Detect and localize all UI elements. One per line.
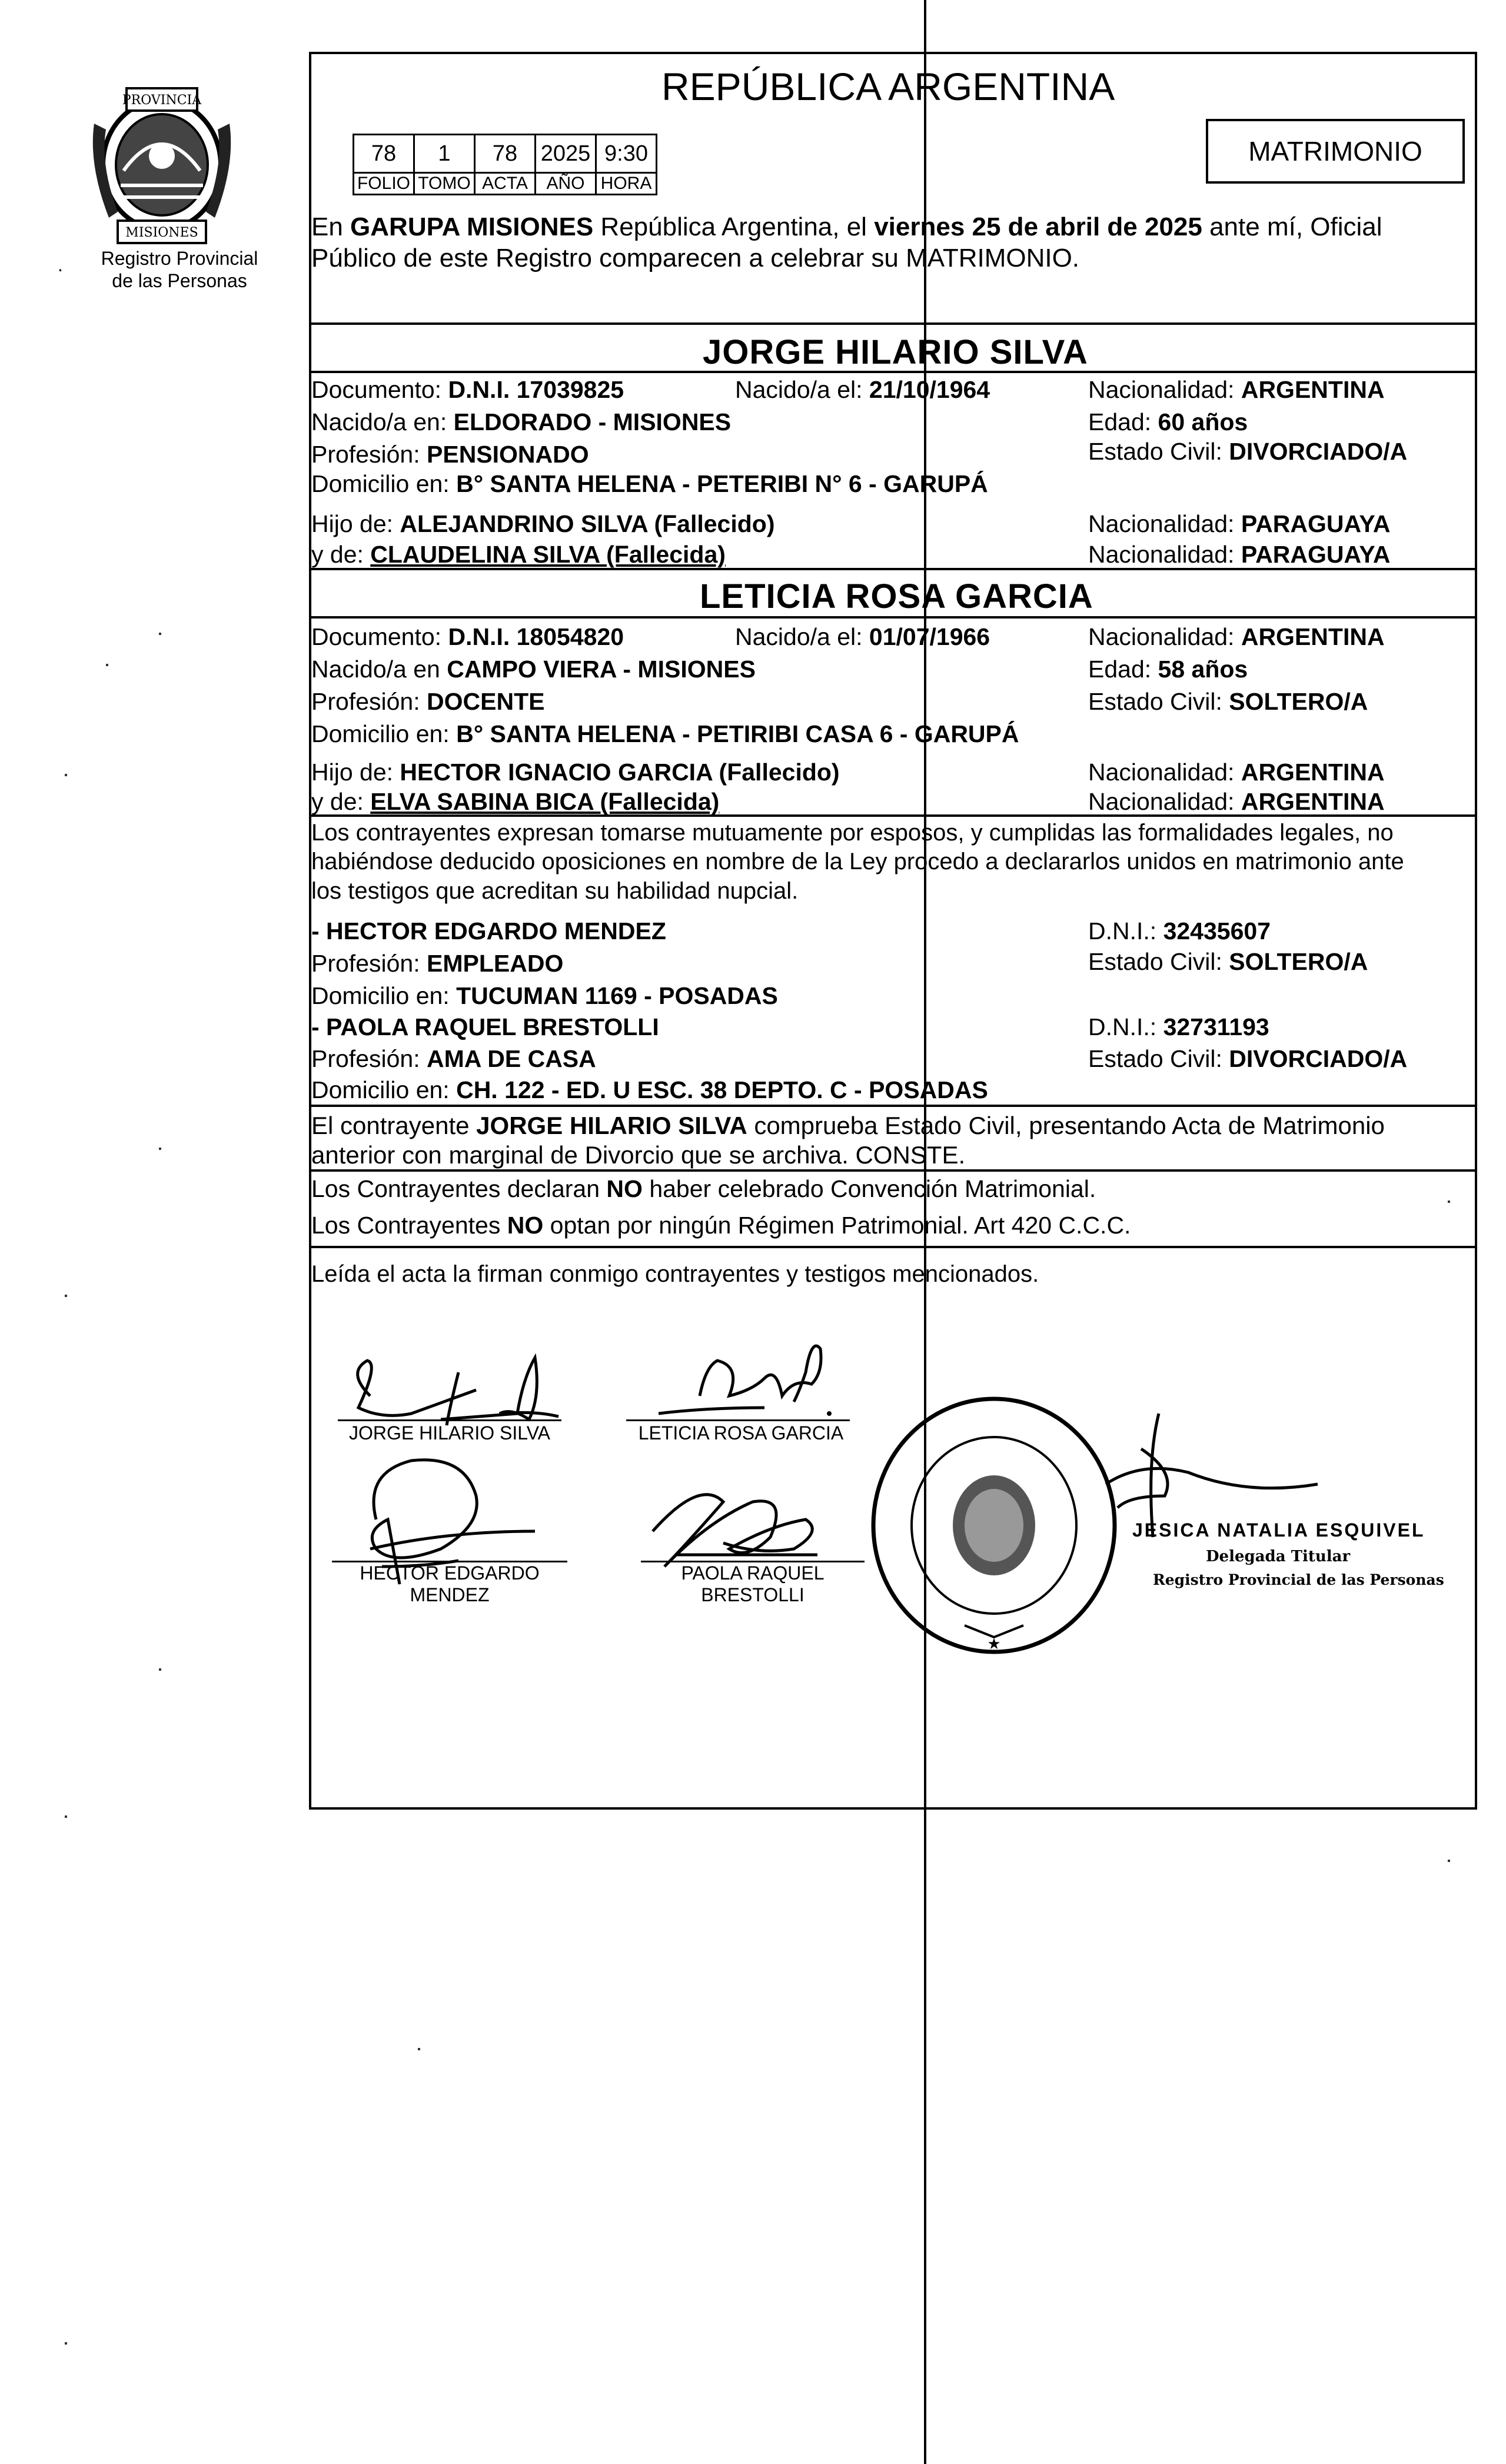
act-type-label: MATRIMONIO [1248,136,1422,167]
intro-text-b: República Argentina, el [593,212,875,241]
act-type-box [1206,119,1465,184]
spouse1-document: Documento: D.N.I. 17039825 [311,376,624,403]
official-role: Delegada Titular [1206,1548,1351,1565]
bullet-mark: . [58,254,63,275]
intro-text-c: ante mí, Oficial [1202,212,1382,241]
divider [311,1169,1475,1172]
hora-label: HORA [596,173,657,195]
scan-speck [106,664,108,666]
witness1-profession: Profesión: EMPLEADO [311,950,564,977]
hora-value: 9:30 [596,135,657,173]
witness1-civil-status: Estado Civil: SOLTERO/A [1088,948,1368,975]
registry-name [82,247,277,292]
registry-fields-table [353,134,657,195]
registry-stamp [865,1390,1123,1661]
spouse2-mother: y de: ELVA SABINA BICA (Fallecida) [311,788,720,815]
acta-label: ACTA [475,173,536,195]
witness2-civil-status: Estado Civil: DIVORCIADO/A [1088,1045,1408,1072]
ano-label: AÑO [536,173,596,195]
spouse1-birthdate: Nacido/a el: 21/10/1964 [735,376,990,403]
registry-name-line1: Registro Provincial [101,248,258,269]
round-stamp-icon [865,1390,1123,1661]
declaration-line1: Los contrayentes expresan tomarse mutuamente por esposos, y cumplidas las formalidades legales, no [311,820,1394,846]
scan-speck [418,2048,420,2050]
scan-speck [65,774,67,776]
witness2-profession: Profesión: AMA DE CASA [311,1045,596,1072]
scan-speck [159,1148,161,1150]
signature-caption-hector: HECTOR EDGARDO MENDEZ [360,1562,540,1605]
signature-caption-paola: PAOLA RAQUEL BRESTOLLI [681,1562,825,1605]
divider [311,568,1475,570]
divider [311,814,1475,817]
spouse1-father: Hijo de: ALEJANDRINO SILVA (Fallecido) [311,510,775,537]
tomo-value: 1 [414,135,475,173]
note-line1: El contrayente JORGE HILARIO SILVA comprueba Estado Civil, presentando Acta de Matrimonio [311,1112,1385,1139]
divider [311,322,1475,325]
folio-label: FOLIO [354,173,414,195]
folio-value: 78 [354,135,414,173]
misiones-coat-of-arms-icon [82,82,241,253]
svg-text:PROVINCIA: PROVINCIA [122,93,202,108]
spouse2-father: Hijo de: HECTOR IGNACIO GARCIA (Fallecido) [311,759,840,786]
divider [311,1246,1475,1248]
spouse2-birthplace: Nacido/a en CAMPO VIERA - MISIONES [311,656,756,683]
signature-line [626,1419,850,1421]
regime-line2: Los Contrayentes NO optan por ningún Régimen Patrimonial. Art 420 C.C.C. [311,1212,1131,1239]
acta-value: 78 [475,135,536,173]
scan-speck [65,1295,67,1297]
witness1-address: Domicilio en: TUCUMAN 1169 - POSADAS [311,982,778,1009]
intro-place: GARUPA MISIONES [350,212,594,241]
signature-line [338,1419,561,1421]
svg-text:MISIONES: MISIONES [125,225,198,240]
marriage-certificate [309,52,1477,1810]
signature-caption-jorge: JORGE HILARIO SILVA [348,1422,550,1444]
scan-speck [1448,1860,1450,1862]
spouse2-mother-nationality: Nacionalidad: ARGENTINA [1088,788,1385,815]
spouse1-address: Domicilio en: B° SANTA HELENA - PETERIBI N° 6 - GARUPÁ [311,470,988,497]
spouse1-age: Edad: 60 años [1088,408,1248,435]
scan-speck [159,1668,161,1671]
official-office: Registro Provincial de las Personas [1153,1571,1444,1588]
declaration-line2: habiéndose deducido oposiciones en nombre de la Ley procedo a declararlos unidos en matrimonio ante [311,849,1404,874]
spouse2-age: Edad: 58 años [1088,656,1248,683]
scan-speck [65,2342,67,2345]
scan-speck [65,1815,67,1818]
witness1-dni: D.N.I.: 32435607 [1088,917,1271,945]
scan-speck [1448,1201,1450,1203]
spouse1-name: JORGE HILARIO SILVA [703,333,1088,371]
witness2-address: Domicilio en: CH. 122 - ED. U ESC. 38 DEPTO. C - POSADAS [311,1076,988,1103]
spouse1-mother: y de: CLAUDELINA SILVA (Fallecida) [311,541,726,568]
spouse1-profession: Profesión: PENSIONADO [311,441,589,468]
spouse1-mother-nationality: Nacionalidad: PARAGUAYA [1088,541,1391,568]
intro-text-a: En [311,212,351,241]
closing-text: Leída el acta la firman conmigo contrayentes y testigos mencionados. [311,1261,1039,1287]
intro-line1 [311,214,1382,240]
intro-date: viernes 25 de abril de 2025 [874,212,1202,241]
regime-line1: Los Contrayentes declaran NO haber celebrado Convención Matrimonial. [311,1175,1096,1202]
spouse2-civil-status: Estado Civil: SOLTERO/A [1088,688,1368,715]
scan-speck [159,633,161,635]
spouse2-document: Documento: D.N.I. 18054820 [311,623,624,650]
registry-name-line2: de las Personas [112,270,247,292]
spouse2-name: LETICIA ROSA GARCIA [700,577,1093,616]
divider [311,616,1475,619]
tomo-label: TOMO [414,173,475,195]
spouse1-birthplace: Nacido/a en: ELDORADO - MISIONES [311,408,732,435]
divider [311,1105,1475,1107]
note-line2: anterior con marginal de Divorcio que se archiva. CONSTE. [311,1141,966,1169]
spouse2-address: Domicilio en: B° SANTA HELENA - PETIRIBI CASA 6 - GARUPÁ [311,720,1019,747]
witness2-dni: D.N.I.: 32731193 [1088,1013,1269,1040]
ano-value: 2025 [536,135,596,173]
spouse2-profession: Profesión: DOCENTE [311,688,545,715]
signature-caption-leticia: LETICIA ROSA GARCIA [638,1422,844,1444]
spouse1-father-nationality: Nacionalidad: PARAGUAYA [1088,510,1391,537]
spouse2-birthdate: Nacido/a el: 01/07/1966 [735,623,990,650]
signature-leticia [617,1296,865,1431]
spouse2-nationality: Nacionalidad: ARGENTINA [1088,623,1385,650]
witness1-name: - HECTOR EDGARDO MENDEZ [311,917,666,945]
registry-logo [82,82,241,253]
spouse1-nationality: Nacionalidad: ARGENTINA [1088,376,1385,403]
intro-line2: Público de este Registro comparecen a celebrar su MATRIMONIO. [311,244,1080,272]
divider [311,371,1475,373]
header-title: REPÚBLICA ARGENTINA [661,65,1115,108]
witness2-name: - PAOLA RAQUEL BRESTOLLI [311,1013,659,1040]
spouse2-father-nationality: Nacionalidad: ARGENTINA [1088,759,1385,786]
svg-text:★: ★ [987,1635,1001,1653]
spouse1-civil-status: Estado Civil: DIVORCIADO/A [1088,438,1408,465]
official-name: JESICA NATALIA ESQUIVEL [1132,1519,1425,1541]
declaration-line3: los testigos que acreditan su habilidad nupcial. [311,878,799,904]
